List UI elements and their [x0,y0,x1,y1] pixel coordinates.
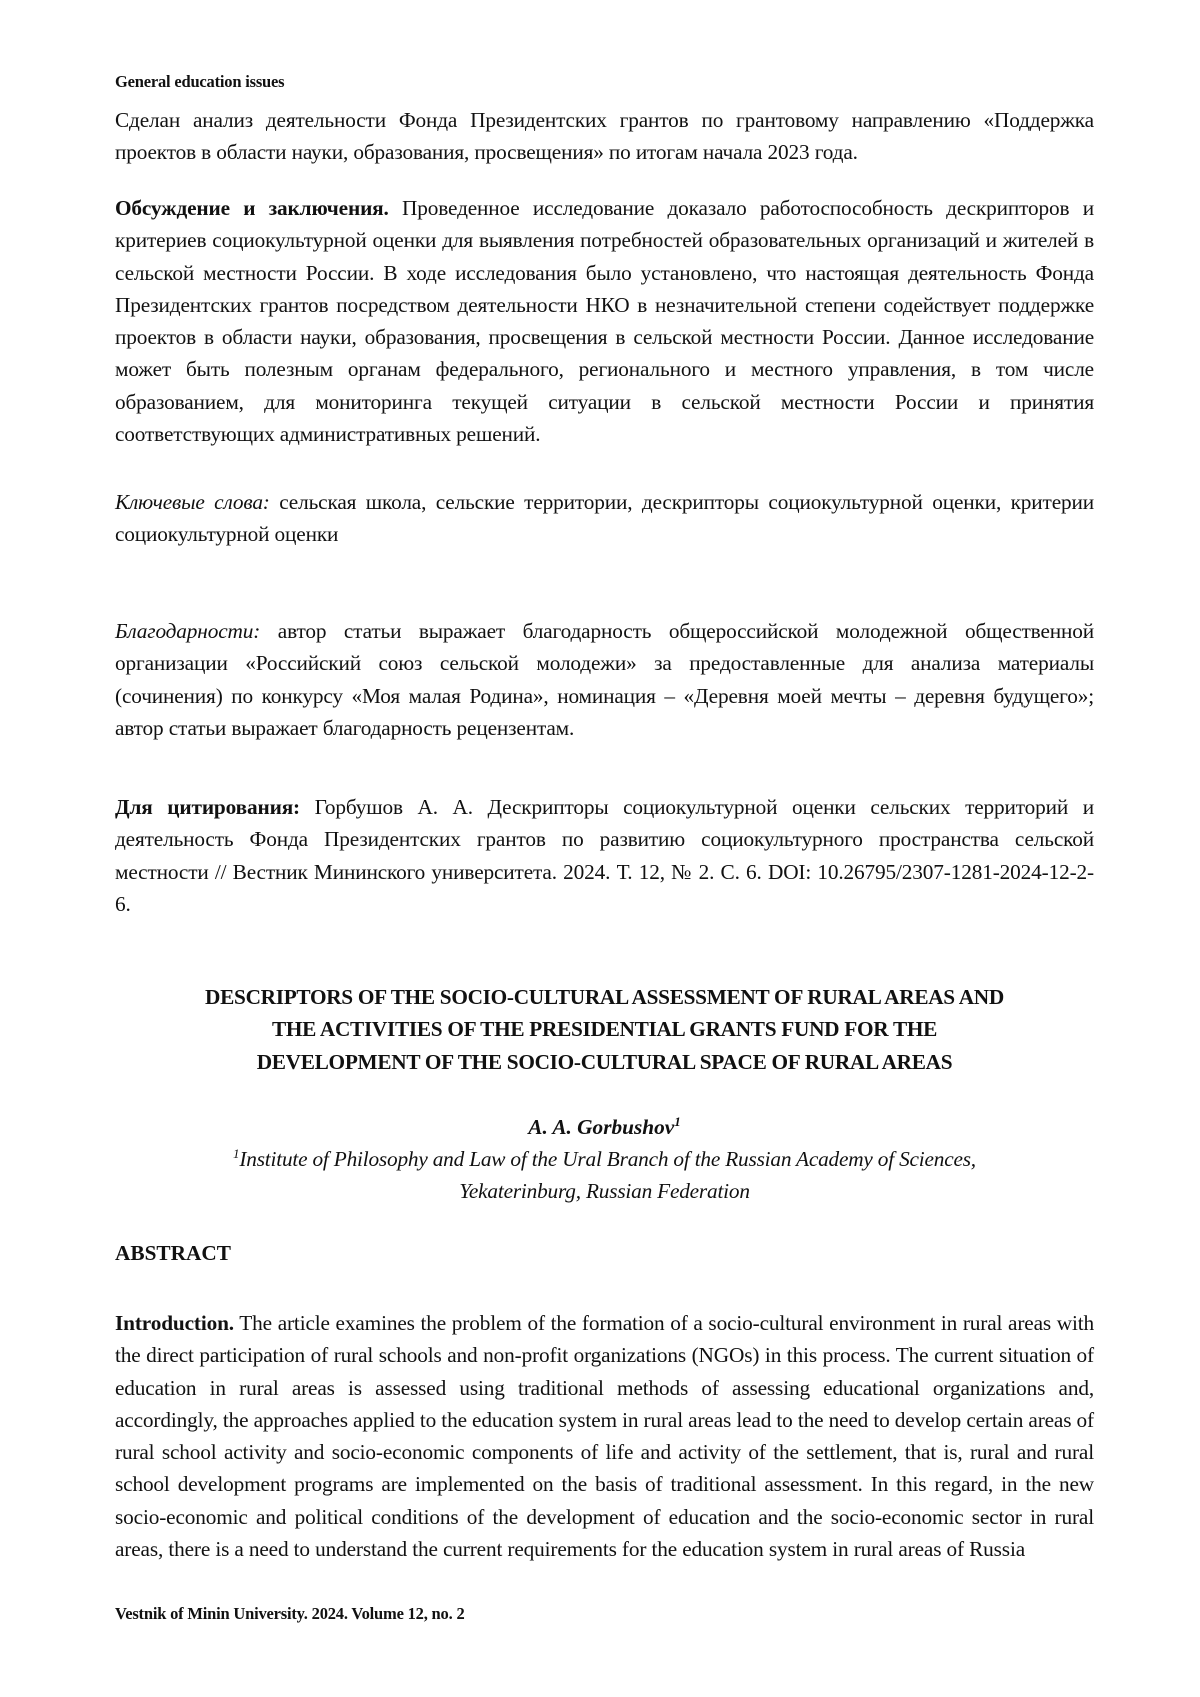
keywords-label: Ключевые слова: [115,490,270,514]
keywords-paragraph-ru [115,486,1094,551]
acknowledgements-text: автор статьи выражает благодарность общероссийской молодежной общественной организации «Российский союз сельской молодежи» за предоставленные для анализа материалы (сочинения) по конкурсу «Моя малая Родина», номинация – «Деревня моей мечты – деревня будущего»; автор статьи выражает благодарность рецензентам. [115,619,1094,740]
introduction-paragraph-en [115,1307,1094,1565]
title-line: THE ACTIVITIES OF THE PRESIDENTIAL GRANTS FUND FOR THE [271,1017,938,1042]
author-affiliation-marker: 1 [674,1114,681,1129]
affiliation-marker: 1 [233,1146,240,1161]
author-line [115,1111,1094,1143]
introduction-label: Introduction. [115,1311,234,1335]
running-head: General education issues [115,72,285,91]
results-paragraph-ru: Сделан анализ деятельности Фонда Президентских грантов по грантовому направлению «Поддержка проектов в области науки, образования, просвещения» по итогам начала 2023 года. [115,108,1094,165]
affiliation-line [115,1143,1094,1175]
citation-text: Горбушов А. А. Дескрипторы социокультурной оценки сельских территорий и деятельность Фонда Президентских грантов по развитию социокультурного пространства сельской местности // Вестник Мининского университета. 2024. Т. 12, № 2. С. 6. DOI: 10.26795/2307-1281-2024-12-2-6. [115,795,1094,916]
acknowledgements-paragraph-ru [115,615,1094,744]
title-line: DEVELOPMENT OF THE SOCIO-CULTURAL SPACE OF RURAL AREAS [256,1049,953,1074]
author-name: A. A. Gorbushov [528,1115,675,1139]
discussion-text: Проведенное исследование доказало работоспособность дескрипторов и критериев социокультурной оценки для выявления потребностей образовательных организаций и жителей в сельской местности России. В ходе исследования было установлено, что настоящая деятельность Фонда Президентских грантов посредством деятельности НКО в незначительной степени содействует поддержке проектов в области науки, образования, просвещения в сельской местности России. Данное исследование может быть полезным органам федерального, регионального и местного управления, в том числе образованием, для мониторинга текущей ситуации в сельской местности России и принятия соответствующих административных решений. [115,196,1094,447]
title-line: DESCRIPTORS OF THE SOCIO-CULTURAL ASSESSMENT OF RURAL AREAS AND [205,985,1004,1009]
discussion-label: Обсуждение и заключения. [115,196,389,220]
citation-label: Для цитирования: [115,795,301,819]
journal-footer: Vestnik of Minin University. 2024. Volume 12, no. 2 [115,1604,465,1623]
abstract-heading: ABSTRACT [115,1241,231,1265]
article-title-en [115,981,1094,1078]
acknowledgements-label: Благодарности: [115,619,261,643]
affiliation-location: Yekaterinburg, Russian Federation [459,1179,750,1204]
keywords-text: сельская школа, сельские территории, дескрипторы социокультурной оценки, критерии социокультурной оценки [115,490,1094,547]
affiliation [115,1143,1094,1208]
citation-paragraph-ru [115,791,1094,920]
introduction-text: The article examines the problem of the formation of a socio-cultural environment in rural areas with the direct participation of rural schools and non-profit organizations (NGOs) in this process. The current situation of education in rural areas is assessed using traditional methods of assessing educational organizations and, accordingly, the approaches applied to the education system in rural areas lead to the need to develop certain areas of rural school activity and socio-economic components of life and activity of the settlement, that is, rural and rural school development programs are implemented on the basis of traditional assessment. In this regard, in the new socio-economic and political conditions of the development of education and the socio-economic sector in rural areas, there is a need to understand the current requirements for the education system in rural areas of Russia [115,1311,1094,1562]
affiliation-institution: Institute of Philosophy and Law of the Ural Branch of the Russian Academy of Sciences, [239,1147,976,1171]
discussion-paragraph-ru [115,192,1094,450]
